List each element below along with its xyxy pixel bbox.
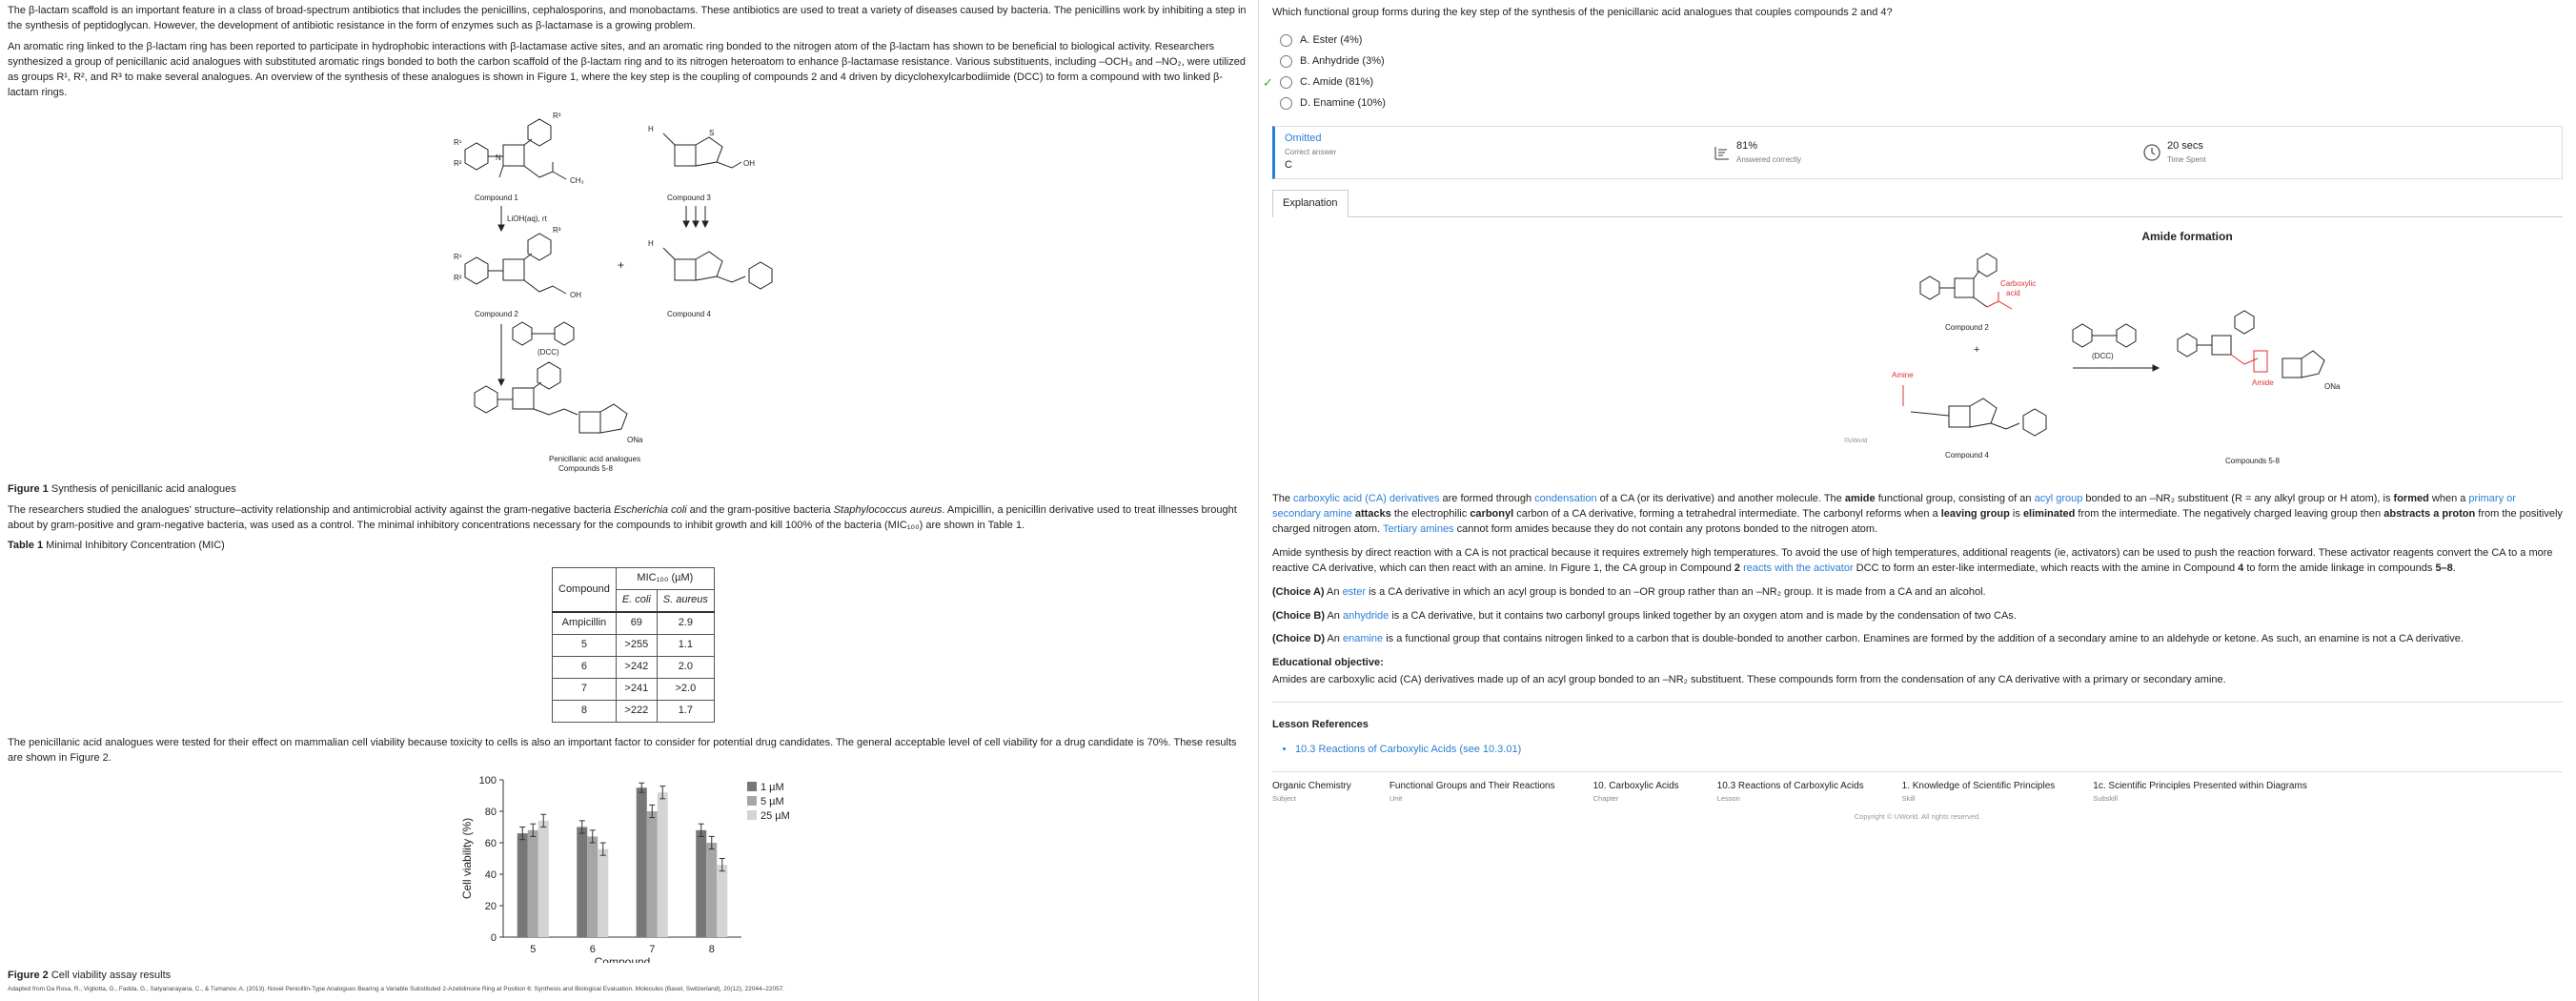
bar [528, 830, 538, 937]
explanation-text: (Choice D) [1272, 633, 1325, 645]
crumb-chapter: 10. Carboxylic Acids Chapter [1592, 781, 1679, 803]
y-tick-label: 100 [478, 774, 497, 786]
bar [538, 821, 549, 937]
explanation-text: . [2452, 562, 2456, 574]
compound-2-r2: R² [454, 273, 462, 282]
explanation-choice-b [1272, 609, 2563, 624]
cell-viability-chart [456, 772, 913, 963]
legend-swatch [747, 796, 757, 806]
amine-label: Amine [1892, 370, 1914, 379]
divider-lesson [1272, 702, 2563, 703]
figure-1-caption-label: Figure 1 [8, 482, 49, 495]
legend-label: 5 µM [761, 795, 784, 807]
correct-check-icon: ✓ [1263, 74, 1273, 90]
explanation-link[interactable]: acyl group [2034, 492, 2083, 504]
explanation-text: An [1324, 585, 1343, 598]
compound-3-amine: H [648, 124, 654, 133]
explanation-text: Amide synthesis by direct reaction with a CA is not practical because it requires extremely high temperatures. To avoid the use of high temperatures, additional reagents (ie, activators) can be used to push the reaction forward. These activator reagents convert the CA to a more reactive CA derivative, which can then react with an amine. In Figure 1, the CA group in Compound [1272, 546, 2553, 574]
explanation-text: amide [1844, 492, 1876, 504]
explanation-text: (Choice A) [1272, 585, 1325, 598]
radio-b[interactable] [1280, 55, 1292, 68]
explanation-text: The [1272, 492, 1294, 504]
amide-compound-4-label: Compound 4 [1945, 450, 1989, 460]
figure-2-caption-label: Figure 2 [8, 970, 49, 981]
figure-2-caption-text: Cell viability assay results [48, 970, 172, 981]
explanation-text: carbon of a CA derivative, forming a tetrahedral intermediate. The carbonyl reforms when a [1513, 507, 1941, 520]
explanation-text: 2 [1734, 562, 1740, 574]
passage-paragraph-2: An aromatic ring linked to the β-lactam ring has been reported to participate in hydrophobic interactions with β-lactamase active sites, and an aromatic ring bonded to the nitrogen atom of the β-lactam has shown to be beneficial to biological activity. Researchers synthesized a group of penicillanic acid analogues with substituted aromatic rings bonded to both the carbon scaffold of the β-lactam ring and to its nitrogen heteroatom to enhance β-lactamase resistance. Various substituents, including –OCH₃ and –NO₂, were utilized as groups R¹, R², and R³ to make several analogues. An overview of the synthesis of these analogues is shown in Figure 1, where the key step is the coupling of compounds 2 and 4 driven by dicyclohexylcarbodiimide (DCC) to form a compound with two linked β-lactam rings. [8, 40, 1246, 98]
answer-options [1263, 31, 2563, 114]
compound-4-structure [663, 248, 772, 289]
educational-objective-title: Educational objective: [1272, 657, 1384, 669]
amide-formation-svg [1615, 225, 2568, 492]
p3-text-b: and the gram-positive bacteria [686, 503, 834, 516]
table-row: 7 >241 >2.0 [553, 679, 715, 701]
amide-compound-2-label: Compound 2 [1945, 322, 1989, 332]
y-axis-label: Cell viability (%) [460, 817, 474, 899]
table-1-caption-text: Minimal Inhibitory Concentration (MIC) [43, 540, 225, 552]
explanation-link[interactable]: reacts with the activator [1743, 562, 1854, 574]
bar [696, 830, 706, 937]
correct-answer-value: C [1285, 158, 1292, 171]
option-a[interactable] [1272, 31, 2563, 51]
x-tick-label: 7 [649, 943, 656, 955]
divider-crumbs [1272, 771, 2563, 772]
table-head-saureus: S. aureus [657, 590, 714, 612]
bar [577, 827, 587, 937]
mic-table [552, 567, 715, 723]
explanation-choice-d [1272, 632, 2563, 647]
product-ona: ONa [627, 435, 643, 444]
topic-breadcrumbs [1272, 780, 2563, 804]
figure-1-caption [8, 482, 1250, 498]
explanation-link[interactable]: carboxylic acid (CA) derivatives [1293, 492, 1440, 504]
y-tick-label: 80 [484, 806, 497, 818]
amide-ona: ONa [2324, 381, 2341, 391]
crumb-subskill: 1c. Scientific Principles Presented within Diagrams Subskill [2093, 781, 2307, 803]
stat-time [2133, 139, 2562, 166]
bar [706, 843, 717, 937]
explanation-body [1272, 492, 2563, 688]
explanation-text: is a CA derivative in which an acyl group is bonded to an –OR group rather than an –NR₂ group. It is made from a CA and an alcohol. [1366, 585, 1986, 598]
radio-c[interactable] [1280, 76, 1292, 89]
amide-plus: + [1974, 343, 1980, 356]
explanation-text: of a CA (or its derivative) and another molecule. The [1596, 492, 1845, 504]
explanation-link[interactable]: ester [1342, 585, 1367, 598]
clock-icon [2142, 143, 2161, 162]
explanation-text: leaving group [1940, 507, 2010, 520]
table-1-caption-label: Table 1 [8, 540, 44, 552]
explanation-text: abstracts a proton [2383, 507, 2476, 520]
crumb-unit: Functional Groups and Their Reactions Unit [1389, 781, 1555, 803]
table-1-caption [8, 539, 1250, 554]
bar [658, 792, 668, 937]
amide-title: Amide formation [2141, 229, 2233, 243]
amide-formation-figure [1615, 225, 2568, 492]
x-tick-label: 8 [708, 943, 715, 955]
uworld-copyright-mark: ©UWorld [1844, 438, 1868, 444]
time-spent: 20 secs [2167, 140, 2203, 153]
option-c-label: C. Amide (81%) [1300, 75, 1374, 88]
reagent-lioh: LiOH(aq), rt [507, 214, 547, 223]
tab-explanation[interactable]: Explanation [1272, 190, 1349, 217]
compound-2-label: Compound 2 [475, 309, 518, 318]
explanation-text: cannot form amides because they do not contain any protons bonded to the nitrogen atom. [1453, 522, 1878, 535]
table-head-mic: MIC₁₀₀ (µM) [616, 568, 714, 590]
option-a-label: A. Ester (4%) [1300, 33, 1363, 46]
compound-1-n: N [496, 153, 501, 162]
explanation-text: (Choice B) [1272, 609, 1325, 622]
explanation-paragraph-2 [1272, 546, 2563, 577]
explanation-link[interactable]: condensation [1534, 492, 1597, 504]
table-row: Ampicillin 69 2.9 [553, 612, 715, 634]
bar [598, 848, 608, 936]
compound-2-oh: OH [570, 290, 581, 299]
explanation-link[interactable]: primary or secondary amine [1272, 492, 2516, 520]
compound-1-ch3: CH₃ [570, 175, 584, 185]
correct-answer-label: Correct answer [1285, 148, 1337, 157]
amide-dcc: (DCC) [2092, 351, 2114, 360]
explanation-choice-a [1272, 585, 2563, 601]
explanation-text: when a [2428, 492, 2469, 504]
legend-swatch [747, 810, 757, 820]
explanation-text: from the intermediate. The negatively charged leaving group then [2075, 507, 2384, 520]
option-c[interactable] [1263, 72, 2563, 93]
bar-chart-icon [1714, 144, 1731, 161]
bar [587, 836, 598, 937]
explanation-text: carbonyl [1470, 507, 1514, 520]
product-label-2: Compounds 5-8 [558, 463, 613, 473]
compound-3-oh: OH [743, 158, 755, 168]
explanation-text: attacks [1354, 507, 1391, 520]
x-tick-label: 5 [530, 943, 537, 955]
tab-underline [1272, 216, 2563, 217]
compound-1-label: Compound 1 [475, 193, 518, 202]
y-tick-label: 60 [484, 837, 497, 849]
compound-2-r1: R¹ [454, 252, 462, 261]
time-label: Time Spent [2167, 155, 2206, 165]
explanation-link[interactable]: Tertiary amines [1382, 522, 1454, 535]
explanation-text: An [1325, 633, 1343, 645]
radio-d[interactable] [1280, 97, 1292, 110]
compound-1-r1: R¹ [454, 137, 462, 147]
x-tick-label: 6 [589, 943, 596, 955]
p3-text-a: The researchers studied the analogues' structure–activity relationship and antimicrobial activity against the gram-negative bacteria [8, 503, 615, 516]
legend-label: 25 µM [761, 809, 790, 822]
explanation-paragraph-1 [1272, 492, 2563, 538]
legend-swatch [747, 782, 757, 791]
explanation-text: is a functional group that contains nitrogen linked to a carbon that is double-bonded to another carbon. Enamines are formed by the addition of a secondary amine to an aldehyde or ketone. As such, an enamine is not a CA derivative. [1383, 633, 2464, 645]
lesson-reference-link[interactable]: • 10.3 Reactions of Carboxylic Acids (see 10.3.01) [1295, 743, 2563, 758]
copyright-footer: Copyright © UWorld. All rights reserved. [1854, 811, 1981, 821]
question-text: Which functional group forms during the key step of the synthesis of the penicillanic acid analogues that couples compounds 2 and 4? [1272, 7, 1893, 18]
explanation-text: An [1325, 609, 1343, 622]
table-row: 5 >255 1.1 [553, 635, 715, 657]
compound-4-label: Compound 4 [667, 309, 711, 318]
bar [647, 811, 658, 937]
crumb-subject: Organic Chemistry Subject [1272, 781, 1351, 803]
plus-sign: + [618, 257, 625, 272]
explanation-text: DCC to form an ester-like intermediate, which reacts with the amine in Compound [1853, 562, 2239, 574]
table-head-ecoli: E. coli [616, 590, 657, 612]
explanation-text: is a CA derivative, but it contains two carbonyl groups linked together by an oxygen atom and is made by the condensation of two CAs. [1389, 609, 2017, 622]
option-d[interactable] [1272, 93, 2563, 114]
p3-text-c: . Ampicillin, a penicillin derivative used to treat illnesses brought about by gram-positive and gram-negative bacteria, was used as a control. The minimal inhibitory concentrations necessary for the compounds to inhibit growth and kill 100% of the bacteria (MIC₁₀₀) are shown in Table 1. [8, 503, 1237, 531]
legend-label: 1 µM [761, 781, 784, 793]
explanation-link[interactable]: enamine [1342, 633, 1384, 645]
explanation-text: from the positively charged nitrogen atom. [1272, 507, 2563, 535]
educational-objective-text: Amides are carboxylic acid (CA) derivatives made up of an acyl group bonded to an –NR₂ substituent. These compounds form from the condensation of any CA derivative with a primary or secondary amine. [1272, 674, 2226, 686]
p3-ecoli: Escherichia coli [614, 503, 687, 516]
explanation-text: functional group, consisting of an [1875, 492, 2035, 504]
figure-2-chart [456, 772, 913, 963]
crumb-lesson: 10.3 Reactions of Carboxylic Acids Lesson [1716, 781, 1864, 803]
lesson-references [1272, 718, 2563, 758]
compound-3-structure [663, 133, 741, 168]
explanation-text: formed [2393, 492, 2429, 504]
y-tick-label: 0 [490, 931, 497, 944]
table-head-compound: Compound [553, 568, 617, 612]
x-axis-label: Compound [594, 954, 651, 963]
answer-stats-bar [1272, 126, 2563, 179]
percent-correct: 81% [1736, 140, 1758, 153]
explanation-text: the electrophilic [1390, 507, 1471, 520]
explanation-link[interactable]: anhydride [1342, 609, 1389, 622]
stat-status [1275, 132, 1704, 173]
y-tick-label: 20 [484, 900, 497, 912]
bar [637, 787, 647, 937]
compound-1-r2: R² [454, 158, 462, 168]
passage-paragraph-4: The penicillanic acid analogues were tested for their effect on mammalian cell viability because toxicity to cells is also an important factor to consider for potential drug candidates. The general acceptable level of cell viability for a drug candidate is 70%. These results are shown in Figure 2. [8, 736, 1237, 764]
amide-label: Amide [2252, 378, 2274, 387]
explanation-text: 4 [2238, 562, 2244, 574]
p3-saureus: Staphylococcus aureus [833, 503, 943, 516]
radio-a[interactable] [1280, 34, 1292, 47]
y-tick-label: 40 [484, 868, 497, 881]
compound-3-label: Compound 3 [667, 193, 711, 202]
compound-2-structure [465, 234, 566, 294]
reagent-dcc: (DCC) [538, 347, 559, 357]
figure-1-caption-text: Synthesis of penicillanic acid analogues [48, 482, 236, 495]
compound-2-r3: R³ [553, 225, 561, 235]
percent-label: Answered correctly [1736, 155, 1802, 165]
table-row: 8 >222 1.7 [553, 701, 715, 723]
figure-2-caption [8, 969, 171, 984]
carboxylic-label: Carboxylic [2000, 278, 2037, 288]
explanation-text: bonded to an –NR₂ substituent (R = any alkyl group or H atom), is [2082, 492, 2394, 504]
lesson-references-title: Lesson References [1272, 719, 1369, 731]
question-pane [1259, 0, 2576, 1001]
product-label-1: Penicillanic acid analogues [549, 454, 641, 463]
explanation-text: is [2009, 507, 2023, 520]
option-b-label: B. Anhydride (3%) [1300, 54, 1385, 67]
amide-product-label: Compounds 5-8 [2225, 456, 2280, 465]
reference-citation: Adapted from Da Rosa, R., Vigliotta, G., Fadda, G., Satyanarayana, C., & Tumanov, A. (2013). Novel Penicillin-Type Analogues Bearing a Variable Substituted 2-Azetidinone Ring at Position 6: Synthesis and Biological Evaluation. Molecules (Basel, Switzerland), 20(12), 22044–22057. [8, 985, 785, 992]
passage-paragraph-3 [8, 503, 1250, 534]
stat-percent [1704, 139, 2133, 166]
compound-3-s: S [709, 128, 715, 137]
bar [717, 865, 727, 937]
passage-paragraph-1: The β-lactam scaffold is an important feature in a class of broad-spectrum antibiotics that includes the penicillins, cephalosporins, and monobactams. These antibiotics are used to treat a variety of diseases caused by bacteria. The penicillins work by inhibiting a step in the synthesis of peptidoglycan. However, the development of antibiotic resistance in the form of enzymes such as β-lactamase is a growing problem. [8, 5, 1247, 31]
crumb-skill: 1. Knowledge of Scientific Principles Skill [1901, 781, 2056, 803]
explanation-text: 5–8 [2435, 562, 2453, 574]
figure-1-synthesis-scheme [446, 107, 1208, 479]
table-row: 6 >242 2.0 [553, 657, 715, 679]
synthesis-scheme-svg [446, 107, 1208, 479]
explanation-text: to form the amide linkage in compounds [2243, 562, 2436, 574]
compound-1-r3: R³ [553, 111, 561, 120]
option-d-label: D. Enamine (10%) [1300, 96, 1386, 109]
option-b[interactable] [1272, 51, 2563, 72]
compound-1-structure [465, 119, 566, 179]
explanation-text: eliminated [2022, 507, 2076, 520]
status-omitted: Omitted [1285, 133, 1322, 145]
product-structure [475, 362, 627, 433]
acid-label: acid [2006, 288, 2020, 297]
compound-4-amine: H [648, 238, 654, 248]
bar [517, 833, 528, 937]
explanation-text: are formed through [1439, 492, 1535, 504]
passage-pane [0, 0, 1258, 1001]
